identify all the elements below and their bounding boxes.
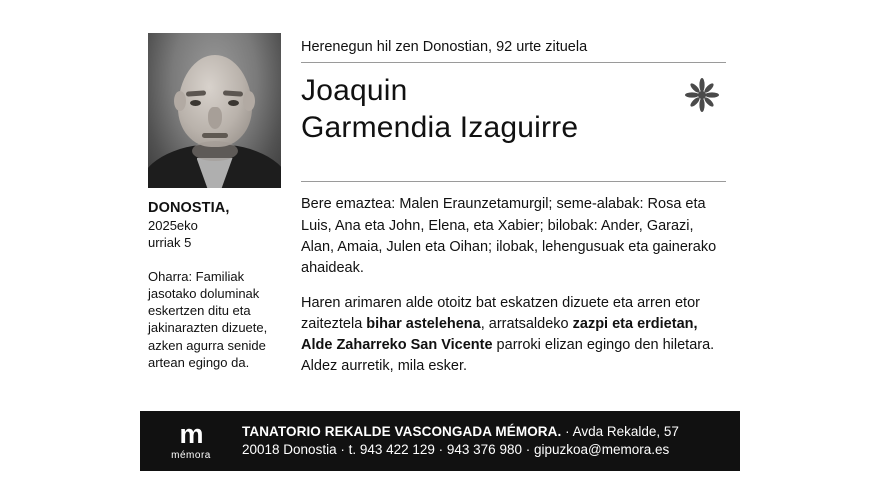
notice-body — [140, 25, 740, 411]
right-column — [287, 25, 740, 411]
footer-line-2: 20018 Donostia · t. 943 422 129 · 943 376 980 · gipuzkoa@memora.es — [242, 442, 670, 457]
left-text-block — [140, 188, 287, 371]
city-label: DONOSTIA, — [148, 200, 230, 216]
divider-top — [301, 62, 726, 63]
left-column — [140, 25, 287, 411]
divider-middle — [301, 181, 726, 182]
funeral-home-footer — [140, 411, 740, 471]
family-members-paragraph: Bere emaztea: Malen Eraunzetamurgil; seme-alabak: Rosa eta Luis, Ana eta John, Elena, eta Xabier; bilobak: Ander, Garazi, Alan, Amaia, Julen eta Oihan; ilobak, lehengusuak eta gainerako ahaideak. — [301, 196, 717, 276]
funeral-home-name: TANATORIO REKALDE VASCONGADA MÉMORA. — [242, 424, 562, 440]
deceased-last-name: Garmendia Izaguirre — [301, 110, 579, 144]
service-time-place-bold: zazpi eta erdietan, Alde Zaharreko San Vicente — [301, 316, 698, 354]
service-text-part-3: parroki elizan egingo den hiletara. Aldez aurretik, mila esker. — [301, 337, 715, 375]
funeral-home-address: · Avda Rekalde, 57 — [561, 424, 679, 440]
memora-logo-mark: m — [179, 419, 203, 449]
footer-line-1 — [242, 423, 730, 441]
family-note: Oharra: Familiak jasotako doluminak eskertzen ditu eta jakinarazten dizuete, azken agurra senide artean egingo da. — [148, 268, 268, 371]
deceased-portrait-photo — [148, 33, 281, 188]
memora-logo — [148, 421, 234, 461]
memora-logo-wordmark: mémora — [171, 450, 211, 461]
floral-ornament-icon — [682, 75, 722, 115]
death-announcement-line: Herenegun hil zen Donostian, 92 urte zituela — [301, 39, 588, 55]
deceased-name-block — [301, 73, 726, 169]
service-text-part-2: , arratsaldeko — [480, 316, 573, 333]
service-text-part-1: Haren arimaren alde otoitz bat eskatzen dizuete eta arren etor zaiteztela — [301, 295, 700, 333]
footer-contact-block — [234, 423, 730, 459]
service-day-bold: bihar astelehena — [366, 316, 481, 333]
date-line-1: 2025eko — [148, 218, 198, 234]
funeral-service-paragraph — [301, 293, 726, 378]
obituary-notice — [140, 25, 740, 471]
date-line-2: urriak 5 — [148, 235, 192, 251]
deceased-first-name: Joaquin — [301, 74, 408, 108]
